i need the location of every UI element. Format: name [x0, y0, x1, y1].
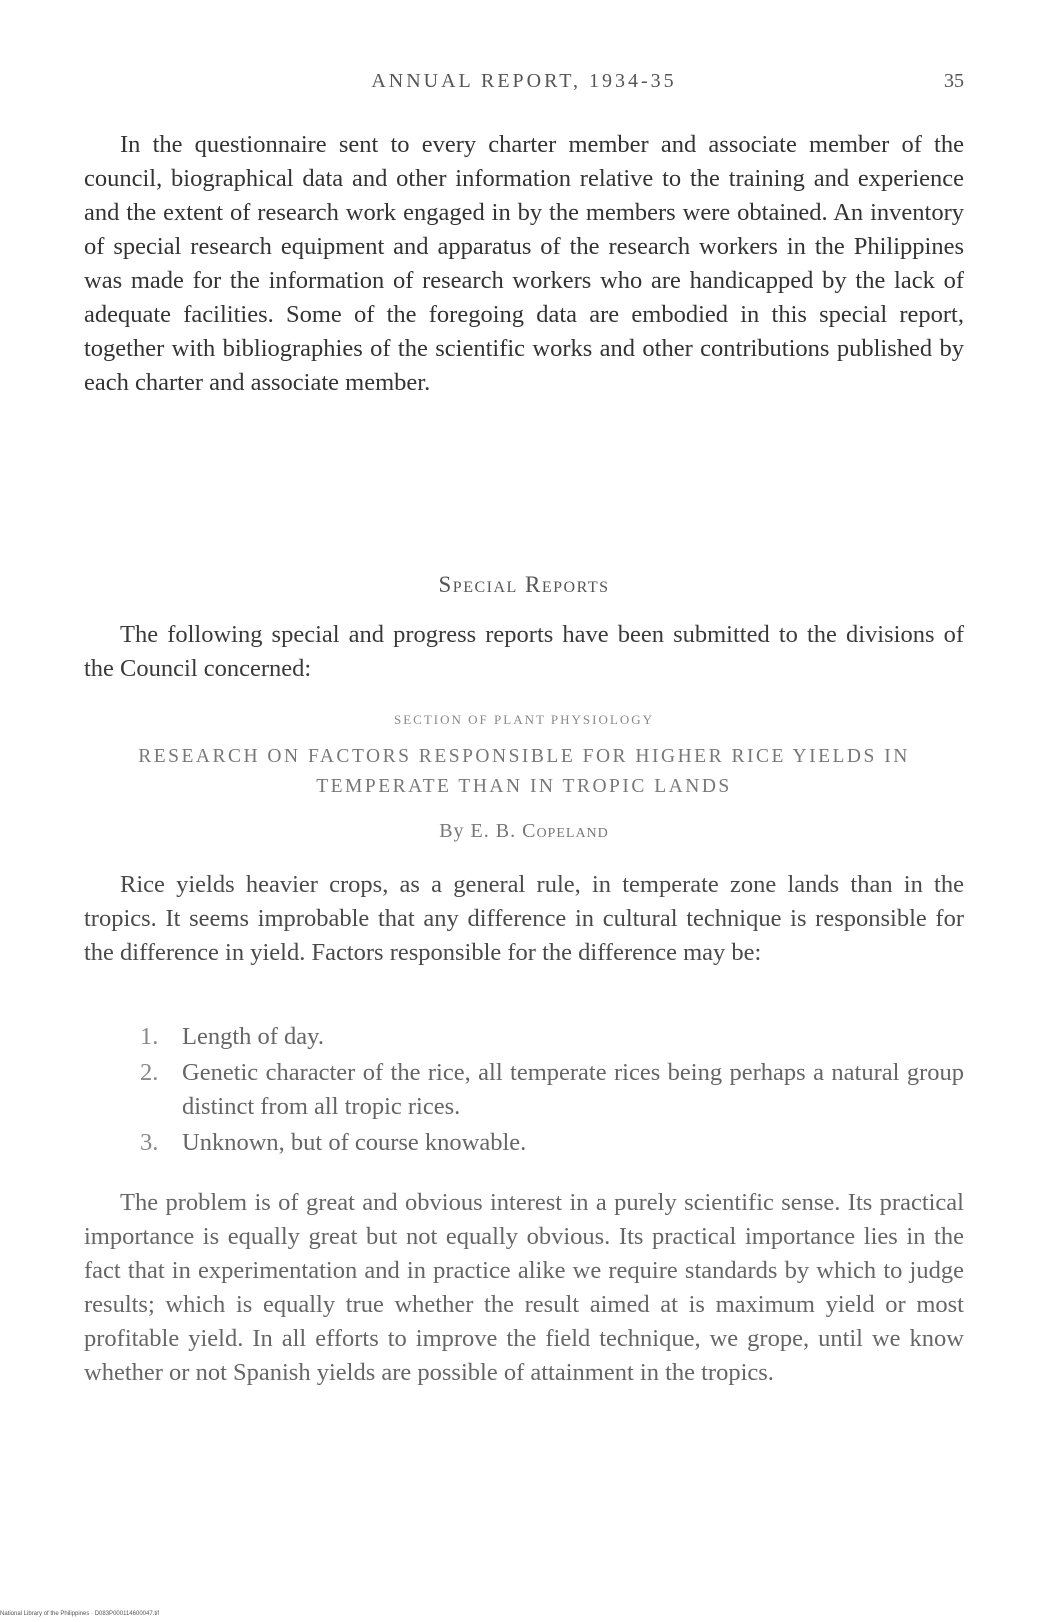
author-name: E. B. Copeland	[470, 820, 609, 842]
article-title: RESEARCH ON FACTORS RESPONSIBLE FOR HIGHER RICE YIELDS IN TEMPERATE THAN IN TROPIC LANDS	[138, 746, 910, 797]
list-item	[140, 1056, 964, 1124]
section-heading: Special Reports	[438, 572, 610, 597]
list-item	[140, 1126, 964, 1160]
running-head	[84, 70, 964, 100]
special-reports-intro-paragraph: The following special and progress reports have been submitted to the divisions of the Council concerned:	[84, 621, 964, 682]
archive-footer: National Library of the Philippines · D083P000114600047.tif	[0, 1611, 159, 1617]
list-item-number: 1.	[140, 1023, 159, 1050]
subsection-heading: SECTION OF PLANT PHYSIOLOGY	[394, 712, 654, 727]
list-item-number: 2.	[140, 1059, 159, 1086]
byline	[84, 820, 964, 843]
list-item-text: Length of day.	[182, 1023, 324, 1050]
byline-prefix: By	[439, 820, 465, 842]
page-number: 35	[944, 70, 964, 92]
list-item-text: Unknown, but of course knowable.	[182, 1129, 527, 1156]
list-item-text: Genetic character of the rice, all temperate rices being perhaps a natural group distinct from all tropic rices.	[182, 1059, 964, 1120]
list-item	[140, 1020, 964, 1054]
problem-paragraph: The problem is of great and obvious interest in a purely scientific sense. Its practical importance is equally great but not equally obvious. Its practical importance lies in the fact that in experimentation and in practice alike we require standards by which to judge results; which is equally true whether the result aimed at is maximum yield or most profitable yield. In all efforts to improve the field technique, we grope, until we know whether or not Spanish yields are possible of attainment in the tropics.	[84, 1189, 964, 1386]
factors-list	[140, 1020, 964, 1162]
running-title: ANNUAL REPORT, 1934-35	[371, 70, 677, 92]
list-item-number: 3.	[140, 1129, 159, 1156]
rice-intro-paragraph: Rice yields heavier crops, as a general rule, in temperate zone lands than in the tropics. It seems improbable that any difference in cultural technique is responsible for the difference in yield. Factors responsible for the difference may be:	[84, 871, 964, 966]
intro-paragraph: In the questionnaire sent to every charter member and associate member of the council, biographical data and other information relative to the training and experience and the extent of research work engaged in by the members were obtained. An inventory of special research equipment and apparatus of the research workers in the Philippines was made for the information of research workers who are handicapped by the lack of adequate facilities. Some of the foregoing data are embodied in this special report, together with bibliographies of the scientific works and other contributions published by each charter and associate member.	[84, 131, 964, 396]
